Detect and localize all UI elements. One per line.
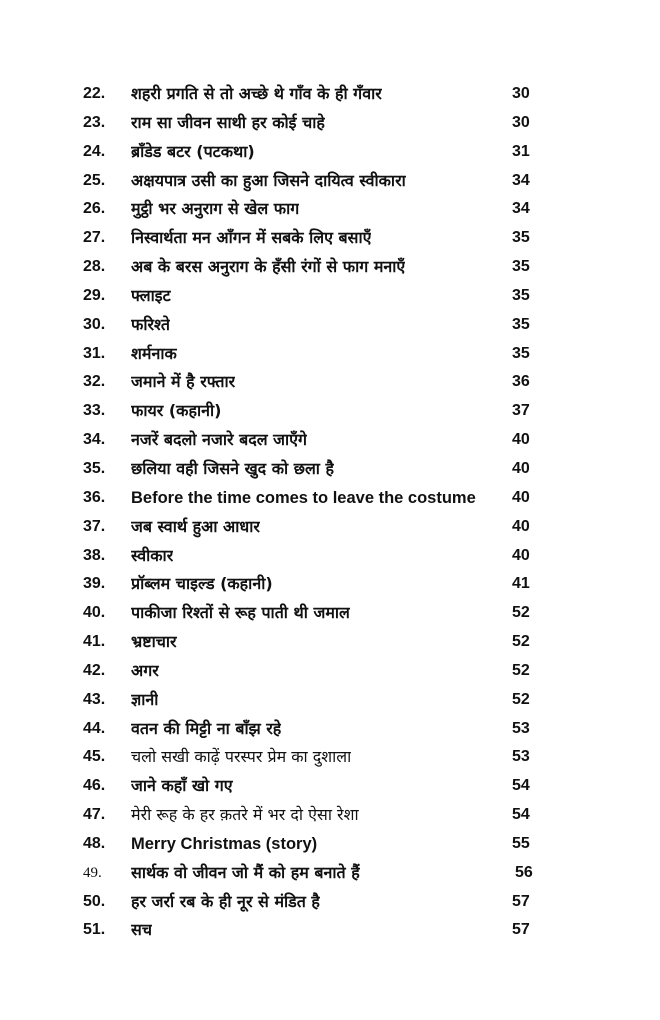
entry-page: 52 — [512, 661, 530, 679]
entry-page: 53 — [512, 748, 530, 766]
entry-title: Before the time comes to leave the costume — [131, 488, 476, 507]
entry-title: फायर (कहानी) — [131, 401, 222, 421]
entry-page: 40 — [512, 431, 530, 449]
toc-entry-22 — [0, 80, 660, 109]
entry-page: 37 — [512, 402, 530, 420]
entry-number: 38. — [83, 546, 106, 564]
entry-page: 40 — [512, 488, 530, 506]
toc-entry-30 — [0, 311, 660, 340]
toc-entry-39 — [0, 570, 660, 599]
entry-number: 47. — [83, 806, 106, 824]
entry-page: 31 — [512, 142, 530, 160]
entry-page: 35 — [512, 315, 530, 333]
entry-title: वतन की मिट्टी ना बाँझ रहे — [131, 718, 282, 738]
toc-entry-29 — [0, 282, 660, 311]
toc-entry-47 — [0, 801, 660, 830]
toc-entry-40 — [0, 599, 660, 628]
entry-page: 55 — [512, 834, 530, 852]
entry-number: 27. — [83, 229, 106, 247]
entry-page: 52 — [512, 690, 530, 708]
entry-title: भ्रष्टाचार — [131, 632, 177, 652]
entry-page: 34 — [512, 171, 530, 189]
entry-page: 54 — [512, 806, 530, 824]
entry-number: 26. — [83, 200, 106, 218]
entry-title: सार्थक वो जीवन जो मैं को हम बनाते हैं — [131, 862, 360, 882]
entry-number: 50. — [83, 892, 106, 910]
entry-title: पाकीजा रिश्तों से रूह पाती थी जमाल — [131, 603, 350, 623]
entry-number: 51. — [83, 921, 106, 939]
entry-number: 25. — [83, 171, 106, 189]
entry-page: 40 — [512, 546, 530, 564]
toc-entry-48 — [0, 830, 660, 859]
entry-page: 52 — [512, 633, 530, 651]
entry-page: 53 — [512, 719, 530, 737]
toc-entry-41 — [0, 628, 660, 657]
entry-title: अगर — [131, 660, 159, 680]
entry-title: फ्लाइट — [131, 285, 171, 305]
entry-page: 52 — [512, 604, 530, 622]
entry-number: 48. — [83, 834, 106, 852]
entry-page: 30 — [512, 85, 530, 102]
entry-page: 40 — [512, 517, 530, 535]
entry-number: 42. — [83, 661, 106, 679]
entry-page: 36 — [512, 373, 530, 391]
entry-title: निस्वार्थता मन आँगन में सबके लिए बसाएँ — [131, 228, 372, 248]
entry-page: 35 — [512, 286, 530, 304]
entry-number: 39. — [83, 575, 106, 593]
entry-title: फरिश्ते — [131, 314, 170, 334]
entry-number: 31. — [83, 344, 106, 362]
toc-entry-51 — [0, 916, 660, 945]
entry-number: 36. — [83, 488, 106, 506]
entry-number: 23. — [83, 113, 106, 131]
entry-number: 40. — [83, 604, 106, 622]
toc-entry-46 — [0, 772, 660, 801]
toc-entry-50 — [0, 888, 660, 917]
toc-entry-35 — [0, 455, 660, 484]
entry-page: 35 — [512, 258, 530, 276]
entry-page: 30 — [512, 113, 530, 131]
entry-page: 40 — [512, 459, 530, 477]
entry-number: 33. — [83, 402, 106, 420]
entry-title: ब्राँडेड बटर (पटकथा) — [131, 141, 255, 161]
toc-entry-25 — [0, 167, 660, 196]
toc-entry-24 — [0, 138, 660, 167]
entry-page: 54 — [512, 777, 530, 795]
entry-number: 28. — [83, 258, 106, 276]
table-of-contents — [0, 80, 660, 945]
toc-entry-26 — [0, 195, 660, 224]
entry-title: अब के बरस अनुराग के हँसी रंगों से फाग मनाएँ — [131, 257, 406, 277]
toc-entry-43 — [0, 686, 660, 715]
entry-title: जब स्वार्थ हुआ आधार — [131, 516, 260, 536]
entry-number: 35. — [83, 459, 106, 477]
toc-entry-34 — [0, 426, 660, 455]
entry-title: मुट्ठी भर अनुराग से खेल फाग — [131, 199, 300, 219]
entry-title: राम सा जीवन साथी हर कोई चाहे — [131, 112, 325, 132]
entry-number: 43. — [83, 690, 106, 708]
entry-title: शर्मनाक — [131, 343, 177, 363]
toc-entry-45 — [0, 743, 660, 772]
entry-number: 34. — [83, 431, 106, 449]
entry-number: 41. — [83, 633, 106, 651]
entry-title: हर जर्रा रब के ही नूर से मंडित है — [131, 891, 320, 911]
toc-entry-33 — [0, 397, 660, 426]
entry-title: जमाने में है रफ्तार — [131, 372, 236, 392]
entry-title: छलिया वही जिसने खुद को छला है — [131, 458, 335, 478]
toc-entry-31 — [0, 340, 660, 369]
entry-number: 29. — [83, 286, 106, 304]
entry-title: अक्षयपात्र उसी का हुआ जिसने दायित्व स्वीकारा — [131, 170, 406, 190]
entry-number: 46. — [83, 777, 106, 795]
entry-page: 56 — [515, 863, 533, 881]
toc-entry-32 — [0, 368, 660, 397]
entry-number: 30. — [83, 315, 106, 333]
entry-number: 22. — [83, 85, 106, 102]
entry-number: 45. — [83, 748, 106, 766]
entry-page: 35 — [512, 229, 530, 247]
entry-number: 32. — [83, 373, 106, 391]
entry-number: 37. — [83, 517, 106, 535]
entry-title: स्वीकार — [131, 545, 174, 565]
entry-title: नजरें बदलो नजारे बदल जाएँगे — [131, 430, 307, 450]
entry-page: 34 — [512, 200, 530, 218]
entry-page: 41 — [512, 575, 530, 593]
toc-entry-36 — [0, 484, 660, 513]
toc-entry-44 — [0, 715, 660, 744]
entry-title: Merry Christmas (story) — [131, 834, 318, 853]
entry-title: ज्ञानी — [131, 689, 159, 709]
entry-page: 35 — [512, 344, 530, 362]
entry-number: 44. — [83, 719, 106, 737]
toc-entry-28 — [0, 253, 660, 282]
toc-entry-38 — [0, 542, 660, 571]
entry-title: सच — [131, 920, 152, 940]
entry-page: 57 — [512, 921, 530, 939]
entry-page: 57 — [512, 892, 530, 910]
entry-title: मेरी रूह के हर क़तरे में भर दो ऐसा रेशा — [131, 805, 359, 825]
toc-entry-27 — [0, 224, 660, 253]
toc-entry-37 — [0, 513, 660, 542]
entry-title: शहरी प्रगति से तो अच्छे थे गाँव के ही गँवार — [131, 84, 382, 103]
toc-entry-23 — [0, 109, 660, 138]
entry-title: जाने कहाँ खो गए — [131, 776, 233, 796]
entry-title: प्रॉब्लम चाइल्ड (कहानी) — [131, 574, 273, 594]
entry-number: 49. — [83, 864, 102, 881]
toc-entry-42 — [0, 657, 660, 686]
entry-number: 24. — [83, 142, 106, 160]
toc-entry-49 — [0, 859, 660, 888]
entry-title: चलो सखी काढ़ें परस्पर प्रेम का दुशाला — [131, 747, 352, 767]
